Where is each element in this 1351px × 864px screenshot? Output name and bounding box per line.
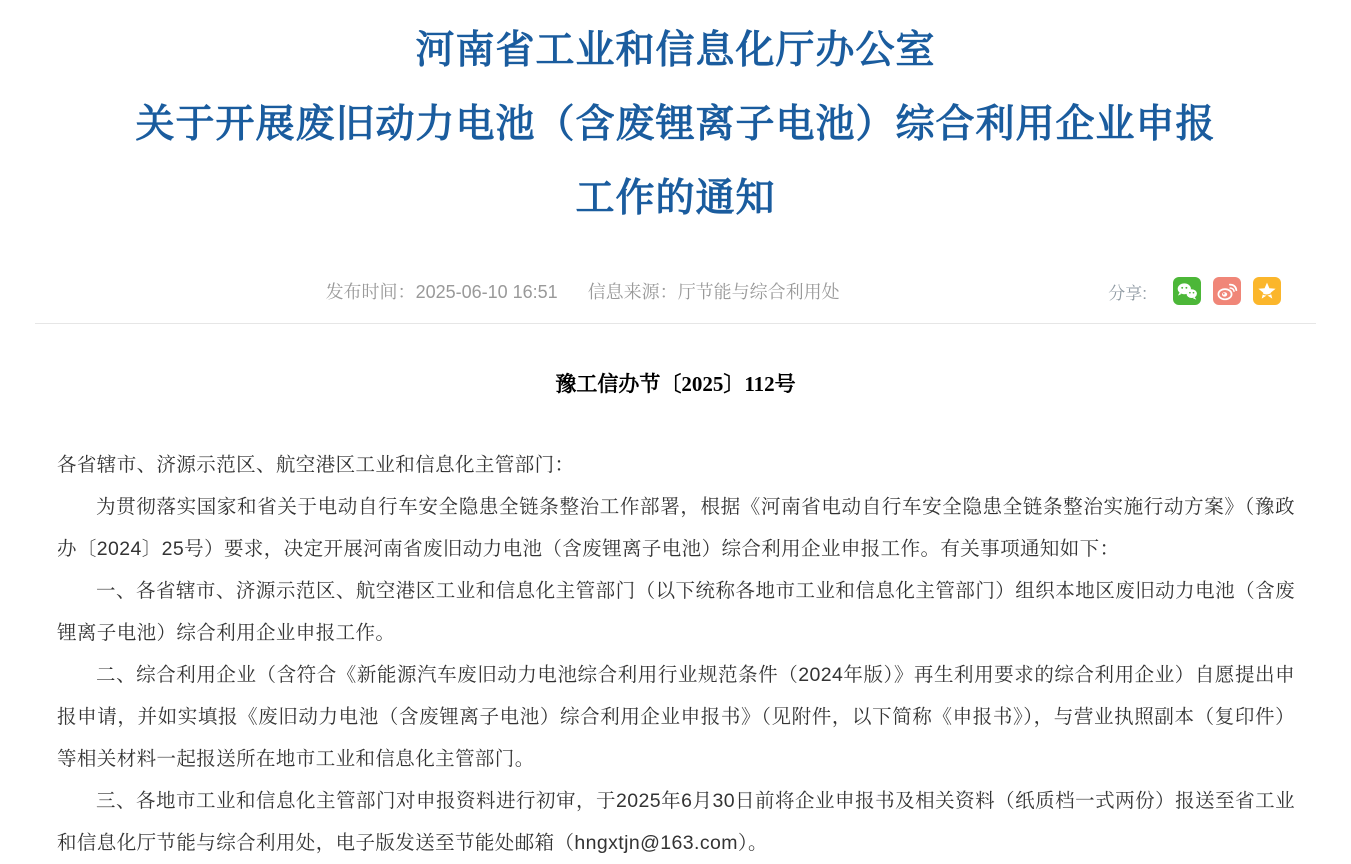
share-label: 分享: bbox=[1108, 283, 1147, 303]
page-title-line-3: 工作的通知 bbox=[575, 177, 776, 220]
page-title-line-2: 关于开展废旧动力电池（含废锂离子电池）综合利用企业申报 bbox=[135, 103, 1216, 146]
qzone-share-icon[interactable] bbox=[1253, 277, 1281, 305]
source-value: 厅节能与综合利用处 bbox=[677, 282, 840, 302]
header-divider bbox=[35, 323, 1316, 324]
salutation-line: 各省辖市、济源示范区、航空港区工业和信息化主管部门： bbox=[57, 454, 575, 476]
article-meta bbox=[57, 278, 1108, 304]
article-content bbox=[0, 368, 1351, 864]
document-number: 豫工信办节〔2025〕112号 bbox=[555, 372, 796, 396]
source-label: 信息来源： bbox=[587, 282, 678, 302]
weibo-share-icon[interactable] bbox=[1213, 277, 1241, 305]
document-body bbox=[57, 444, 1295, 864]
share-toolbar bbox=[1108, 277, 1281, 305]
paragraph-item-2: 二、综合利用企业（含符合《新能源汽车废旧动力电池综合利用行业规范条件（2024年版）》再生利用要求的综合利用企业）自愿提出申报申请，并如实填报《废旧动力电池（含废锂离子电池）综合利用企业申报书》（见附件，以下简称《申报书》），与营业执照副本（复印件）等相关材料一起报送所在地市工业和信息化主管部门。 bbox=[57, 664, 1295, 770]
paragraph-intro: 为贯彻落实国家和省关于电动自行车安全隐患全链条整治工作部署，根据《河南省电动自行车安全隐患全链条整治实施行动方案》（豫政办〔2024〕25号）要求，决定开展河南省废旧动力电池（含废锂离子电池）综合利用企业申报工作。有关事项通知如下： bbox=[57, 496, 1295, 560]
article-header bbox=[0, 0, 1351, 236]
publish-time-label: 发布时间： bbox=[325, 282, 416, 302]
publish-time-value: 2025-06-10 16:51 bbox=[415, 282, 558, 302]
meta-share-row bbox=[57, 276, 1281, 306]
page-title-line-1: 河南省工业和信息化厅办公室 bbox=[415, 29, 936, 72]
wechat-share-icon[interactable] bbox=[1173, 277, 1201, 305]
paragraph-item-1: 一、各省辖市、济源示范区、航空港区工业和信息化主管部门（以下统称各地市工业和信息化主管部门）组织本地区废旧动力电池（含废锂离子电池）综合利用企业申报工作。 bbox=[57, 580, 1295, 644]
paragraph-item-3: 三、各地市工业和信息化主管部门对申报资料进行初审，于2025年6月30日前将企业申报书及相关资料（纸质档一式两份）报送至省工业和信息化厅节能与综合利用处，电子版发送至节能处邮箱（hngxtjn@163.com）。 bbox=[57, 790, 1295, 854]
